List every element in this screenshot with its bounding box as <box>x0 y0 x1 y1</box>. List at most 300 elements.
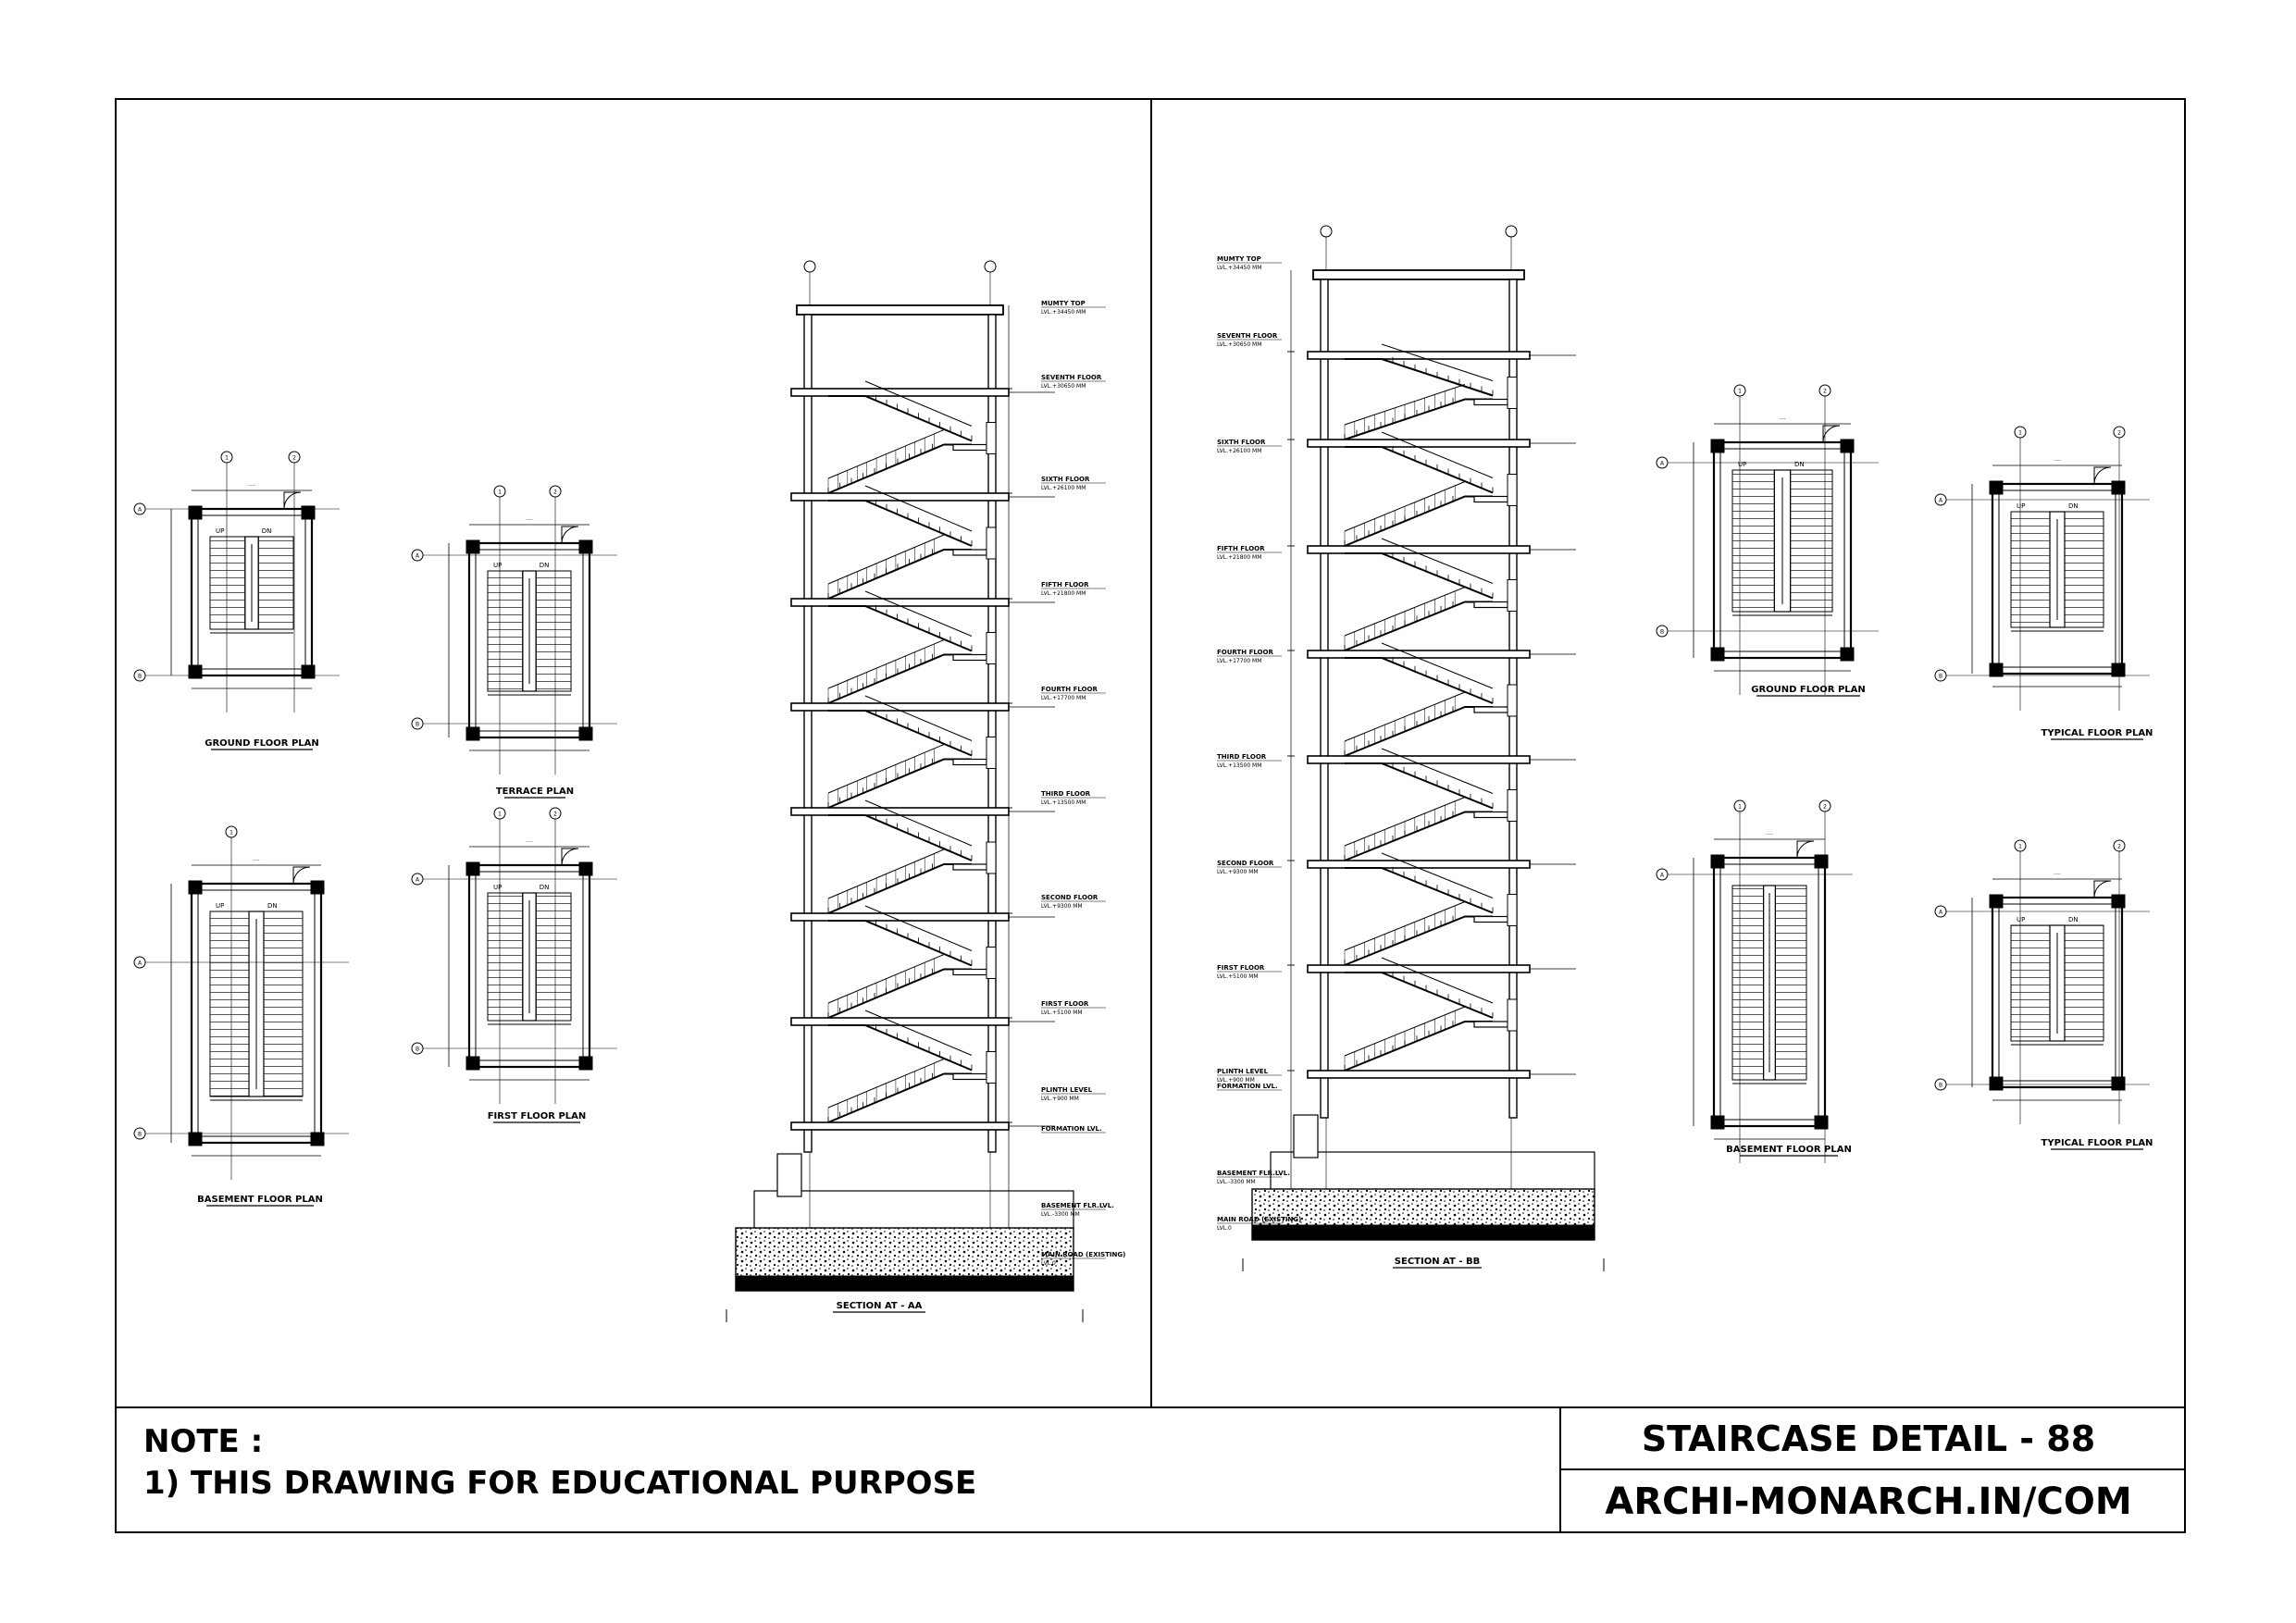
plan-column <box>1990 895 2003 908</box>
mid-landing <box>953 760 987 765</box>
stair-up-mark: UP <box>493 562 503 569</box>
grid-bubble <box>804 261 815 272</box>
plan-column <box>1841 648 1854 661</box>
mid-landing <box>1474 602 1508 608</box>
plans-right-group <box>1657 385 2150 1163</box>
plan-column <box>466 1057 479 1070</box>
grid-bubble <box>550 486 561 497</box>
right-typical-floor-plan-title-1: TYPICAL FLOOR PLAN <box>2041 728 2153 738</box>
plan-column <box>1990 1077 2003 1090</box>
level-name: BASEMENT FLR.LVL. <box>1041 1202 1114 1209</box>
lift-door <box>777 1154 801 1196</box>
level-name: FOURTH FLOOR <box>1217 649 1273 656</box>
stair-dn-mark: DN <box>539 562 550 569</box>
grid-bubble <box>1819 385 1831 396</box>
stair-flight <box>1345 868 1493 913</box>
right-typical-floor-plan-1 <box>1935 427 2150 711</box>
level-label <box>1217 753 1282 769</box>
level-value: LVL.+34450 MM <box>1041 309 1086 316</box>
stair-flight-left <box>1732 470 1774 612</box>
door-swing <box>2094 467 2111 484</box>
level-name: BASEMENT FLR.LVL. <box>1217 1170 1290 1177</box>
section-aa-group <box>726 261 1125 1322</box>
level-label <box>1217 439 1282 454</box>
level-name: SIXTH FLOOR <box>1041 476 1090 483</box>
wall-opening <box>987 633 996 664</box>
level-label <box>1217 1170 1290 1185</box>
stair-flight <box>1345 497 1493 547</box>
grid-bubble-circle <box>1321 226 1332 237</box>
grid-bubble-label: A <box>137 960 143 967</box>
mid-landing <box>1474 400 1508 405</box>
level-name: MAIN ROAD (EXISTING) <box>1041 1251 1126 1258</box>
grid-bubble-label: 1 <box>1738 803 1742 811</box>
grid-bubble-label: B <box>415 1046 420 1053</box>
level-name: FORMATION LVL. <box>1041 1125 1102 1133</box>
plan-column <box>2112 895 2125 908</box>
grid-bubble <box>2015 427 2026 438</box>
stair-flight <box>1345 917 1493 966</box>
mid-landing <box>953 1074 987 1080</box>
level-name: SIXTH FLOOR <box>1217 439 1266 446</box>
level-name: FIFTH FLOOR <box>1041 581 1089 588</box>
grid-bubble-circle <box>985 261 996 272</box>
grid-bubble-label: 2 <box>553 811 557 818</box>
floor-slab <box>791 1018 1009 1025</box>
wall-opening <box>1508 895 1517 926</box>
stair-flight <box>1345 359 1493 396</box>
roof-slab <box>1313 270 1524 279</box>
grid-bubble <box>1734 800 1745 812</box>
level-value: LVL.0 <box>1217 1225 1232 1232</box>
level-value: LVL.+17700 MM <box>1217 658 1262 664</box>
floor-slab <box>791 599 1009 606</box>
plan-column <box>311 1133 324 1146</box>
stair-dn-mark: DN <box>1793 461 1805 468</box>
wall-opening <box>1508 999 1517 1031</box>
level-label <box>1217 1083 1282 1090</box>
door-swing <box>562 527 578 543</box>
mid-landing <box>1474 497 1508 502</box>
floor-slab <box>1308 965 1530 973</box>
left-ground-floor-plan <box>134 452 340 712</box>
level-label <box>1217 964 1282 980</box>
plan-column <box>579 862 592 875</box>
stair-flight-right <box>264 911 303 1096</box>
mid-landing <box>953 970 987 975</box>
grid-bubble-label: 1 <box>498 811 502 818</box>
level-label <box>1041 581 1106 597</box>
level-name: THIRD FLOOR <box>1041 790 1091 798</box>
level-name: THIRD FLOOR <box>1217 753 1267 761</box>
wall-opening <box>987 1052 996 1084</box>
level-value: LVL.-3300 MM <box>1041 1211 1080 1218</box>
level-name: PLINTH LEVEL <box>1041 1086 1093 1094</box>
level-label <box>1041 1086 1106 1102</box>
stair-flight <box>828 864 972 913</box>
stair-flight-right <box>2065 925 2104 1041</box>
mid-landing <box>953 655 987 661</box>
stair-up-mark: UP <box>493 884 503 891</box>
grid-bubble <box>1321 226 1332 237</box>
level-label <box>1041 1000 1106 1016</box>
section-aa-title: SECTION AT - AA <box>836 1301 923 1311</box>
left-first-floor-plan <box>412 808 617 1104</box>
level-value: LVL.+9300 MM <box>1217 869 1259 875</box>
grid-bubble <box>289 452 300 463</box>
floor-slab <box>1308 861 1530 868</box>
stair-dn-mark: DN <box>261 527 272 535</box>
level-name: SECOND FLOOR <box>1041 894 1098 901</box>
plan-column <box>466 540 479 553</box>
dimension-mark: ···· <box>526 839 533 846</box>
plan-column <box>1815 1116 1828 1129</box>
plan-column <box>1841 440 1854 452</box>
floor-slab <box>791 808 1009 815</box>
wall-opening <box>987 737 996 769</box>
wall-opening <box>1508 790 1517 822</box>
level-value: LVL.+26100 MM <box>1041 485 1086 491</box>
grid-bubble <box>226 826 237 837</box>
lift-door <box>1294 1115 1318 1158</box>
plan-column <box>189 665 202 678</box>
grid-bubble <box>1657 626 1668 637</box>
floor-slab <box>791 913 1009 921</box>
grid-bubble <box>2015 840 2026 851</box>
grid-bubble-circle <box>804 261 815 272</box>
level-value: LVL.+13500 MM <box>1041 799 1086 806</box>
grid-bubble-label: 1 <box>1738 388 1742 395</box>
grid-bubble-label: 1 <box>225 454 229 462</box>
level-value: LVL.-3300 MM <box>1217 1179 1256 1185</box>
level-label <box>1041 894 1106 910</box>
ground-floor-plan-title: GROUND FLOOR PLAN <box>205 738 319 749</box>
plan-column <box>189 1133 202 1146</box>
grid-bubble-label: 2 <box>1823 388 1827 395</box>
wall-opening <box>1508 580 1517 612</box>
grid-bubble <box>134 957 145 968</box>
grid-bubble-label: 2 <box>553 489 557 496</box>
note-title: NOTE : <box>143 1423 264 1460</box>
stair-up-mark: UP <box>216 527 225 535</box>
door-swing <box>1823 426 1840 442</box>
grid-bubble-label: 1 <box>2018 429 2022 437</box>
stair-flight <box>1345 707 1493 756</box>
level-label <box>1217 545 1282 561</box>
floor-slab <box>1308 352 1530 359</box>
level-name: SEVENTH FLOOR <box>1041 374 1102 381</box>
stair-flight-left <box>210 911 249 1096</box>
level-label <box>1217 860 1282 875</box>
level-name: SEVENTH FLOOR <box>1217 332 1278 340</box>
stair-flight <box>1345 447 1493 493</box>
stair-flight <box>828 396 972 441</box>
plan-column <box>189 881 202 894</box>
wall-opening <box>1508 685 1517 716</box>
wall-opening <box>987 842 996 873</box>
plan-column <box>1711 440 1724 452</box>
first-floor-plan-title: FIRST FLOOR PLAN <box>487 1111 587 1121</box>
right-ground-floor-plan <box>1657 385 1879 695</box>
stair-flight <box>828 711 972 756</box>
level-label <box>1041 300 1106 316</box>
level-name: FOURTH FLOOR <box>1041 686 1098 693</box>
mid-landing <box>953 864 987 870</box>
door-swing <box>2094 881 2111 898</box>
door-swing <box>293 867 310 884</box>
level-value: LVL.+17700 MM <box>1041 695 1086 701</box>
stair-flight-right <box>2065 512 2104 627</box>
grid-bubble <box>134 670 145 681</box>
stair-dn-mark: DN <box>539 884 550 891</box>
right-basement-floor-plan-title: BASEMENT FLOOR PLAN <box>1726 1145 1852 1155</box>
sheet-frame <box>116 99 2185 1532</box>
grid-bubble <box>412 550 423 561</box>
level-value: LVL.+9300 MM <box>1041 903 1083 910</box>
level-value: LVL.+21800 MM <box>1041 590 1086 597</box>
plan-column <box>1815 855 1828 868</box>
door-swing <box>562 849 578 865</box>
grid-bubble-label: A <box>1659 460 1665 467</box>
level-label <box>1041 1125 1106 1133</box>
stair-flight-left <box>2011 512 2050 627</box>
mid-landing <box>1474 917 1508 923</box>
level-label <box>1041 790 1106 806</box>
stair-flight-left <box>488 571 523 691</box>
stair-up-mark: UP <box>2017 916 2026 923</box>
plan-column <box>2112 481 2125 494</box>
grid-bubble <box>412 1043 423 1054</box>
level-label <box>1217 1068 1282 1084</box>
mid-landing <box>953 445 987 451</box>
stair-flight <box>828 1025 972 1071</box>
level-name: PLINTH LEVEL <box>1217 1068 1269 1075</box>
level-label <box>1041 686 1106 701</box>
level-name: SECOND FLOOR <box>1217 860 1274 867</box>
grid-bubble-label: B <box>1938 673 1943 680</box>
level-name: FIRST FLOOR <box>1217 964 1265 972</box>
dimension-mark: ···· <box>1766 832 1773 838</box>
grid-bubble <box>494 486 505 497</box>
section-aa-drawing <box>726 261 1125 1322</box>
grid-bubble-label: 2 <box>2117 843 2121 850</box>
level-name: MUMTY TOP <box>1041 300 1086 307</box>
grid-bubble-label: B <box>415 721 420 728</box>
basement-outline <box>754 1191 1074 1230</box>
grid-bubble <box>494 808 505 819</box>
section-bb-group <box>1217 226 1604 1271</box>
plan-column <box>311 881 324 894</box>
stair-flight-right <box>1775 886 1806 1080</box>
floor-slab <box>1308 440 1530 447</box>
mid-landing <box>1474 707 1508 712</box>
stair-flight <box>1345 553 1493 599</box>
floor-slab <box>1308 756 1530 763</box>
left-terrace-plan <box>412 486 617 774</box>
grid-bubble <box>1935 906 1946 917</box>
note-line: 1) THIS DRAWING FOR EDUCATIONAL PURPOSE <box>143 1465 977 1502</box>
level-label <box>1041 476 1106 491</box>
stair-flight-left <box>488 893 523 1021</box>
plan-column <box>302 506 315 519</box>
grid-bubble-label: A <box>1938 909 1943 916</box>
grid-bubble <box>1819 800 1831 812</box>
plan-column <box>1711 1116 1724 1129</box>
stair-flight <box>1345 400 1493 440</box>
level-name: FIFTH FLOOR <box>1217 545 1265 552</box>
grid-bubble-label: B <box>1938 1082 1943 1089</box>
wall-opening <box>987 948 996 979</box>
left-basement-floor-plan <box>134 826 349 1180</box>
plan-column <box>2112 1077 2125 1090</box>
grid-bubble <box>134 503 145 514</box>
grid-bubble <box>550 808 561 819</box>
stair-flight-right <box>1791 470 1832 612</box>
stair-flight <box>1345 973 1493 1018</box>
plan-column <box>302 665 315 678</box>
level-value: LVL.+900 MM <box>1041 1096 1079 1102</box>
level-value: LVL.+900 MM <box>1217 1077 1255 1084</box>
level-name: MUMTY TOP <box>1217 255 1261 263</box>
plans-left-group <box>134 452 617 1180</box>
floor-slab <box>1308 546 1530 553</box>
plan-column <box>189 506 202 519</box>
plan-column <box>1990 481 2003 494</box>
grid-bubble-label: A <box>1938 497 1943 504</box>
left-wall <box>804 315 812 1152</box>
stair-dn-mark: DN <box>2068 916 2079 923</box>
level-value: LVL.+13500 MM <box>1217 762 1262 769</box>
wall-opening <box>987 423 996 454</box>
grid-bubble <box>1935 1079 1946 1090</box>
dimension-mark: ···· <box>1779 416 1786 423</box>
stair-flight-left <box>2011 925 2050 1041</box>
plan-column <box>1711 648 1724 661</box>
left-wall <box>1321 279 1328 1118</box>
mid-landing <box>1474 1022 1508 1027</box>
wall-opening <box>987 527 996 559</box>
dimension-mark: ···· <box>526 517 533 524</box>
stair-flight-right <box>536 571 571 691</box>
plan-column <box>2112 663 2125 676</box>
level-value: LVL.+21800 MM <box>1217 554 1262 561</box>
ground-base <box>736 1276 1074 1291</box>
drawing-title: STAIRCASE DETAIL - 88 <box>1641 1419 2096 1459</box>
stair-flight-right <box>536 893 571 1021</box>
grid-bubble-label: A <box>415 876 420 884</box>
grid-bubble <box>1935 494 1946 505</box>
stair-flight <box>828 921 972 966</box>
wall-opening <box>1508 475 1517 506</box>
grid-bubble-circle <box>1506 226 1517 237</box>
roof-slab <box>797 305 1003 315</box>
floor-slab <box>1308 1071 1530 1078</box>
right-typical-floor-plan-title-2: TYPICAL FLOOR PLAN <box>2041 1138 2153 1148</box>
stair-flight <box>828 815 972 861</box>
level-label <box>1217 649 1282 664</box>
floor-slab <box>791 389 1009 396</box>
door-swing <box>284 492 301 509</box>
stair-flight <box>1345 602 1493 651</box>
grid-bubble <box>412 718 423 729</box>
grid-bubble <box>1506 226 1517 237</box>
level-name: FORMATION LVL. <box>1217 1083 1278 1090</box>
stair-flight-left <box>210 537 245 629</box>
stair-flight <box>1345 763 1493 809</box>
floor-slab <box>791 1122 1009 1130</box>
plan-column <box>579 540 592 553</box>
grid-bubble <box>2114 840 2125 851</box>
stair-flight-right <box>258 537 293 629</box>
wall-opening <box>1508 378 1517 409</box>
stair-dn-mark: DN <box>2068 502 2079 510</box>
stair-flight <box>828 606 972 651</box>
level-value: LVL.+26100 MM <box>1217 448 1262 454</box>
stair-up-mark: UP <box>2017 502 2026 510</box>
level-name: FIRST FLOOR <box>1041 1000 1089 1008</box>
level-label <box>1041 374 1106 390</box>
level-value: LVL.0 <box>1041 1260 1056 1267</box>
terrace-plan-title: TERRACE PLAN <box>495 787 575 797</box>
dimension-mark: ···· <box>2054 872 2061 878</box>
floor-slab <box>791 493 1009 501</box>
grid-bubble-label: 2 <box>1823 803 1827 811</box>
grid-bubble <box>985 261 996 272</box>
level-value: LVL.+34450 MM <box>1217 265 1262 271</box>
grid-bubble-label: 1 <box>230 829 233 836</box>
grid-bubble <box>1657 869 1668 880</box>
plan-column <box>579 1057 592 1070</box>
stair-flight <box>1345 812 1493 861</box>
level-label <box>1217 332 1282 348</box>
grid-bubble-label: B <box>137 1131 143 1138</box>
section-bb-title: SECTION AT - BB <box>1394 1257 1481 1267</box>
grid-bubble-label: 1 <box>498 489 502 496</box>
right-typical-floor-plan-2 <box>1935 840 2150 1124</box>
grid-bubble <box>134 1128 145 1139</box>
level-value: LVL.+5100 MM <box>1217 973 1259 980</box>
stair-flight <box>1345 658 1493 703</box>
stair-flight-left <box>1732 886 1764 1080</box>
mid-landing <box>1474 812 1508 818</box>
section-bb-drawing <box>1217 226 1604 1271</box>
grid-bubble-label: B <box>1659 628 1665 636</box>
plan-column <box>579 727 592 740</box>
basement-outline <box>1271 1152 1595 1191</box>
plan-column <box>466 862 479 875</box>
level-value: LVL.+5100 MM <box>1041 1010 1083 1016</box>
mid-landing <box>953 550 987 555</box>
grid-bubble-label: A <box>415 552 420 560</box>
grid-bubble <box>2114 427 2125 438</box>
dimension-mark: ···· <box>253 858 260 864</box>
stair-dn-mark: DN <box>267 902 278 910</box>
stair-flight <box>1345 1022 1493 1071</box>
level-value: LVL.+30650 MM <box>1041 383 1086 390</box>
level-label <box>1217 255 1282 271</box>
plan-column <box>466 727 479 740</box>
plan-column <box>1990 663 2003 676</box>
grid-bubble <box>221 452 232 463</box>
stair-flight <box>828 501 972 546</box>
dimension-mark: ···· <box>248 483 255 489</box>
grid-bubble <box>1734 385 1745 396</box>
grid-bubble <box>1657 457 1668 468</box>
plan-column <box>1711 855 1724 868</box>
level-value: LVL.+30650 MM <box>1217 341 1262 348</box>
right-basement-floor-plan <box>1657 800 1853 1163</box>
grid-bubble-label: 2 <box>292 454 296 462</box>
